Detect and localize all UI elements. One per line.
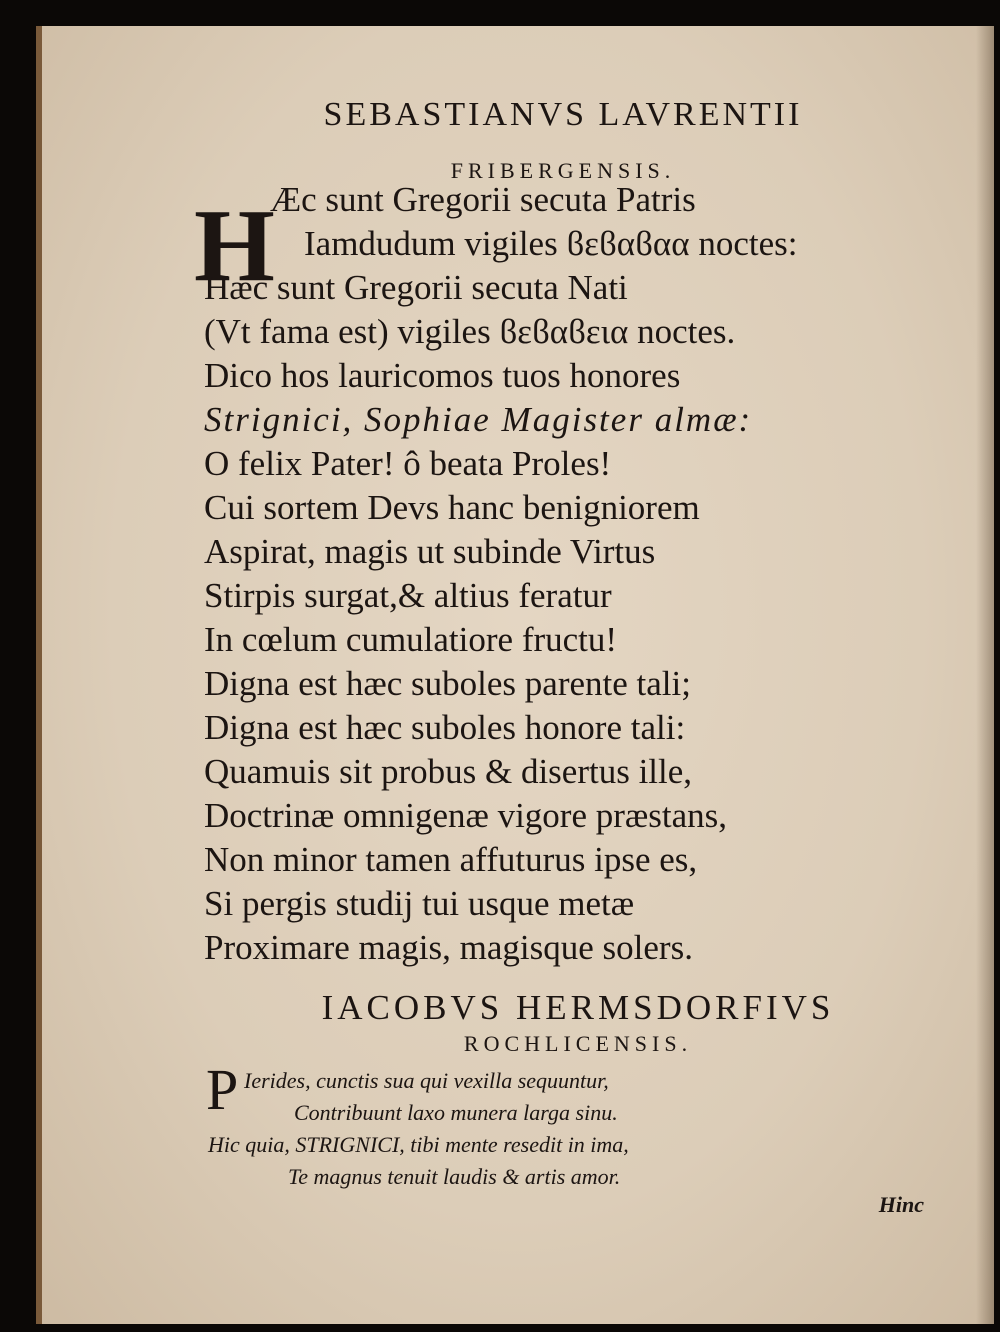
poem1-line-2: Iamdudum vigiles ϐεϐαϐαα noctes: — [304, 224, 798, 263]
poem1-line-15: Doctrinæ omnigenæ vigore præstans, — [204, 796, 728, 835]
poem1-line-5: Dico hos lauricomos tuos honores — [204, 356, 681, 395]
poem1-line-9: Aspirat, magis ut subinde Virtus — [204, 532, 656, 571]
poem2-line-2: Contribuunt laxo munera larga sinu. — [294, 1100, 618, 1125]
poem1-line-4: (Vt fama est) vigiles ϐεϐαϐεια noctes. — [204, 312, 736, 351]
poem2-origin: ROCHLICENSIS. — [463, 1031, 693, 1056]
book-page — [36, 26, 994, 1324]
poem1-origin: FRIBERGENSIS. — [450, 158, 676, 183]
poem1-dropcap: H — [194, 188, 275, 303]
poem1-line-14: Quamuis sit probus & disertus ille, — [204, 752, 693, 791]
poem1-line-6: Strignici, Sophiae Magister almæ: — [204, 400, 753, 439]
poem2-line-4: Te magnus tenuit laudis & artis amor. — [288, 1164, 621, 1189]
poem1-line-7: O felix Pater! ô beata Proles! — [204, 444, 612, 483]
poem1-line-3: Hæc sunt Gregorii secuta Nati — [204, 268, 628, 307]
poem1-line-17: Si pergis studij tui usque metæ — [204, 884, 635, 923]
poem1-line-12: Digna est hæc suboles parente tali; — [204, 664, 691, 703]
page-text — [42, 26, 994, 1324]
poem2-line-3: Hic quia, STRIGNICI, tibi mente resedit in ima, — [208, 1132, 629, 1157]
poem2-dropcap: P — [206, 1057, 239, 1122]
poem1-line-8: Cui sortem Devs hanc benigniorem — [204, 488, 700, 527]
poem1-line-13: Digna est hæc suboles honore tali: — [204, 708, 686, 747]
poem1-line-11: In cœlum cumulatiore fructu! — [204, 620, 618, 659]
poem1-author: SEBASTIANVS LAVRENTII — [323, 96, 803, 133]
poem1-line-1: Æc sunt Gregorii secuta Patris — [270, 180, 696, 219]
poem1-line-16: Non minor tamen affuturus ipse es, — [204, 840, 698, 879]
poem2-line-1: Ierides, cunctis sua qui vexilla sequuntur, — [244, 1068, 609, 1093]
poem2-author: IACOBVS HERMSDORFIVS — [321, 988, 835, 1027]
catchword: Hinc — [878, 1192, 924, 1217]
poem1-line-18: Proximare magis, magisque solers. — [204, 928, 693, 967]
poem1-line-10: Stirpis surgat,& altius feratur — [204, 576, 612, 615]
